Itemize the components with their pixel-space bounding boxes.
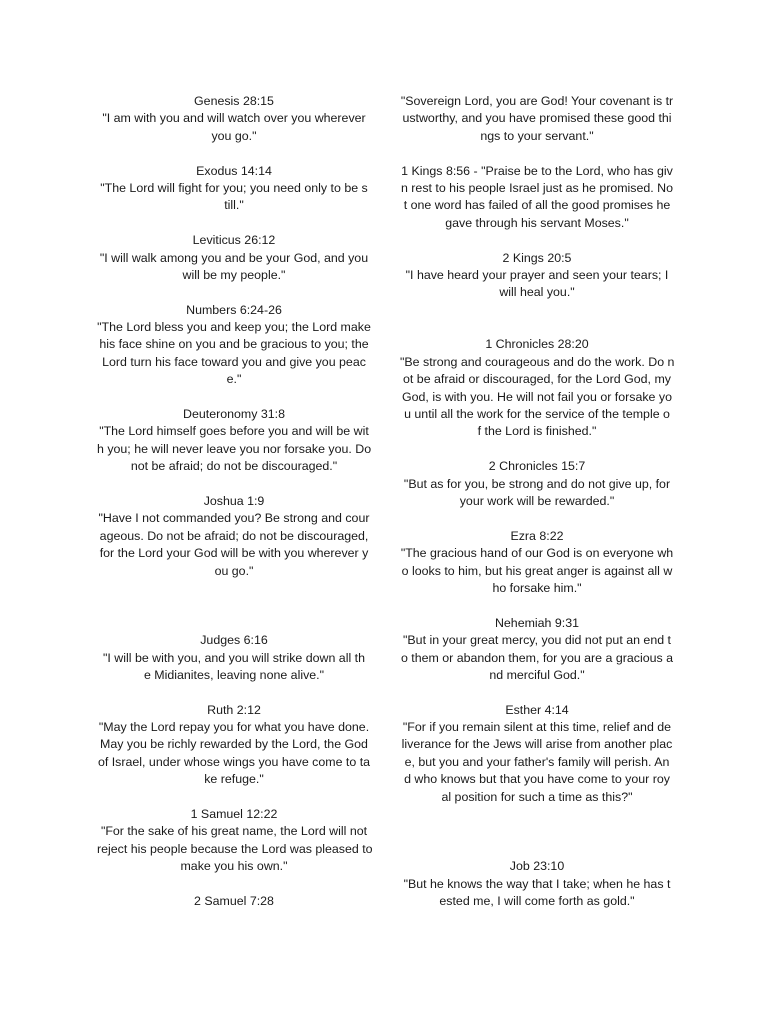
verse-text-line: "The gracious hand of our God is on everyone wh [400,546,674,561]
verse-text-line: his face shine on you and be gracious to you; the [99,337,369,352]
blank-line [97,789,371,806]
verse-text-line: 2 Kings 20:5 [502,250,572,265]
verse-text-line: till." [224,198,244,213]
verse-text-line: 1 Samuel 12:22 [190,807,278,822]
verse-text-line: gave through his servant Moses." [445,215,629,230]
verse-text-line: will heal you." [499,285,575,300]
verse-text-line: al position for such a time as this?" [441,789,633,804]
verse-text-line: "But in your great mercy, you did not put an end t [403,633,671,648]
verse-text-line: reject his people because the Lord was pleased to [97,841,373,856]
verse-text-line: "The Lord will fight for you; you need only to be s [100,180,368,195]
verse-text-line: 2 Samuel 7:28 [194,893,274,908]
verse-text-line: Numbers 6:24-26 [186,302,282,317]
verse-text-line: "But as for you, be strong and do not give up, for [403,476,671,491]
verse-text-line: "The Lord himself goes before you and will be wit [99,424,369,439]
verse-text-line: make you his own." [180,859,288,874]
verse-text-line: ngs to your servant." [480,128,594,143]
verse-text-line: God, is with you. He will not fail you or forsake yo [402,389,672,404]
blank-line [400,145,674,162]
verse-text-line: "For the sake of his great name, the Lord will not [100,824,368,839]
verse-text-line: your work will be rewarded." [459,493,615,508]
verse-text-line: of Israel, under whose wings you have come to ta [97,754,371,769]
verse-text-line: ot be afraid or discouraged, for the Lord God, my [403,372,671,387]
blank-line [97,597,371,614]
blank-line [97,476,371,493]
blank-line [97,145,371,162]
left-verse-column [97,93,371,910]
verse-text-line: u until all the work for the service of the temple o [404,407,670,422]
blank-line [97,580,371,597]
blank-line [97,876,371,893]
blank-line [400,841,674,858]
verse-text-line: for the Lord your God will be with you wherever y [99,546,369,561]
blank-line [97,215,371,232]
verse-text-line: "I will be with you, and you will strike down all th [103,650,365,665]
verse-text-line: ho forsake him." [492,580,582,595]
verse-text-line: "Be strong and courageous and do the work. Do n [400,354,675,369]
verse-text-line: Ezra 8:22 [510,528,564,543]
blank-line [97,389,371,406]
verse-text-line: "I am with you and will watch over you wherever [102,111,366,126]
verse-text-line: h you; he will never leave you nor forsake you. Do [97,441,372,456]
verse-text-line: Nehemiah 9:31 [494,615,580,630]
verse-text-line: not be afraid; do not be discouraged." [130,459,338,474]
verse-text-line: 1 Kings 8:56 - "Praise be to the Lord, who has giv [401,163,673,178]
blank-line [400,441,674,458]
verse-text-line: Joshua 1:9 [203,493,265,508]
verse-text-line: Lord turn his face toward you and give you peac [102,354,366,369]
verse-text-line: ustworthy, and you have promised these good thi [402,111,672,126]
verse-text-line: e, but you and your father's family will perish. An [404,754,670,769]
verse-text-line: "I will walk among you and be your God, and you [99,250,369,265]
verse-text-line: o looks to him, but his great anger is against all w [401,563,673,578]
verse-text-line: d who knows but that you have come to your roy [404,772,670,787]
verse-text-line: nd merciful God." [489,667,585,682]
verse-text-line: Leviticus 26:12 [192,233,276,248]
verse-text-line: "The Lord bless you and keep you; the Lord make [97,320,371,335]
verse-text-line: Exodus 14:14 [196,163,272,178]
blank-line [400,302,674,319]
verse-text-line: 2 Chronicles 15:7 [488,459,586,474]
verse-text-line: n rest to his people Israel just as he promised. No [400,180,674,195]
verse-text-line: liverance for the Jews will arise from another plac [401,737,673,752]
right-verse-column [400,93,674,910]
verse-text-line: ageous. Do not be afraid; do not be discouraged, [99,528,369,543]
blank-line [400,510,674,527]
verse-text-line: Deuteronomy 31:8 [183,407,285,422]
verse-text-line: o them or abandon them, for you are a gracious a [400,650,674,665]
verse-text-line: May you be richly rewarded by the Lord, the God [100,737,368,752]
verse-text-line: ou go." [214,563,254,578]
blank-line [97,615,371,632]
verse-text-line: "Have I not commanded you? Be strong and cour [98,511,370,526]
blank-line [400,232,674,249]
verse-text-line: 1 Chronicles 28:20 [485,337,589,352]
verse-text-line: e Midianites, leaving none alive." [143,667,325,682]
blank-line [400,684,674,701]
verse-text-line: Esther 4:14 [505,702,569,717]
verse-text-line: ke refuge." [204,772,264,787]
blank-line [400,319,674,336]
blank-line [400,597,674,614]
verse-text-line: Job 23:10 [509,859,565,874]
blank-line [400,806,674,823]
verse-text-line: Ruth 2:12 [207,702,261,717]
blank-line [97,684,371,701]
verse-text-line: "But he knows the way that I take; when he has t [403,876,671,891]
blank-line [97,284,371,301]
verse-text-line: t one word has failed of all the good promises he [403,198,671,213]
verse-text-line: you go." [211,128,257,143]
verse-text-line: "Sovereign Lord, you are God! Your covenant is tr [400,94,674,108]
blank-line [400,823,674,840]
verse-text-line: e." [226,372,242,387]
verse-text-line: Genesis 28:15 [194,94,274,108]
verse-text-line: f the Lord is finished." [477,424,597,439]
verse-text-line: "I have heard your prayer and seen your tears; I [405,267,669,282]
verse-text-line: will be my people." [182,267,286,282]
verse-text-line: "May the Lord repay you for what you have done. [98,720,370,735]
verse-text-line: "For if you remain silent at this time, relief and de [402,720,672,735]
verse-text-line: ested me, I will come forth as gold." [439,893,635,908]
verse-text-line: Judges 6:16 [200,633,268,648]
